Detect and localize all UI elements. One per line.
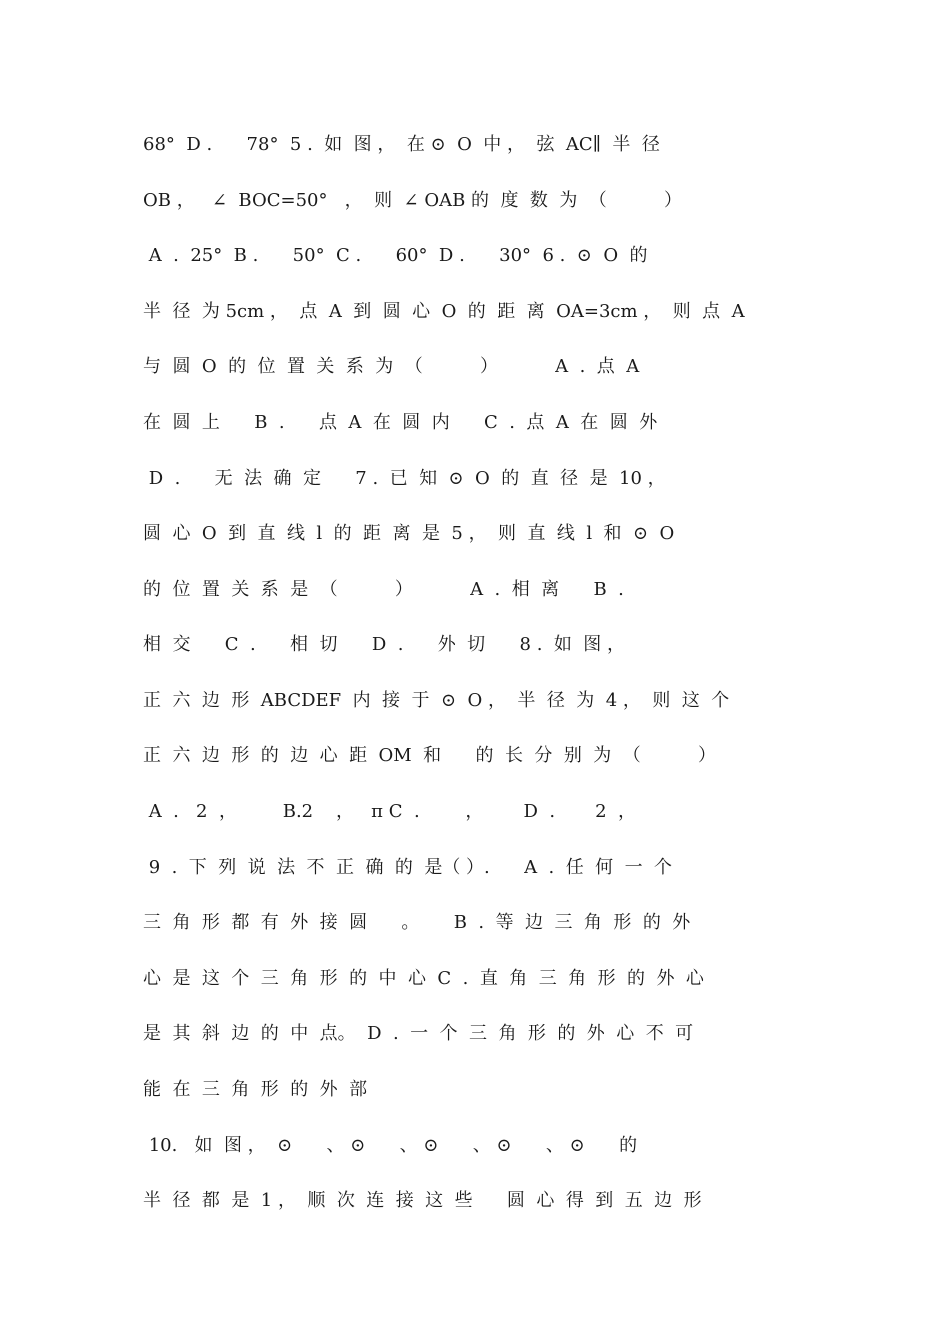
text-line: 10. 如 图 ， ⊙ 、 ⊙ 、 ⊙ 、 ⊙ 、 ⊙ 的 — [143, 1135, 638, 1156]
text-line: 在 圆 上 B . 点 A 在 圆 内 C . 点 A 在 圆 外 — [143, 412, 658, 433]
text-line: 相 交 C . 相 切 D . 外 切 8 . 如 图 ， — [143, 634, 626, 655]
text-line: OB ， ∠ BOC=50° ， 则 ∠ OAB 的 度 数 为 （ ） — [143, 190, 683, 211]
text-line: 能 在 三 角 形 的 外 部 — [143, 1079, 368, 1100]
text-line: 半 径 都 是 1 ， 顺 次 连 接 这 些 圆 心 得 到 五 边 形 — [143, 1190, 702, 1211]
text-line: 三 角 形 都 有 外 接 圆 。 B . 等 边 三 角 形 的 外 — [143, 912, 691, 933]
text-line: 半 径 为 5cm ， 点 A 到 圆 心 O 的 距 离 OA=3cm ， 则 点 A — [143, 301, 745, 322]
text-line: D . 无 法 确 定 7 . 已 知 ⊙ O 的 直 径 是 10 ， — [143, 468, 666, 489]
text-line: 与 圆 O 的 位 置 关 系 为 （ ） A . 点 A — [143, 356, 640, 377]
text-line: 是 其 斜 边 的 中 点。 D . 一 个 三 角 形 的 外 心 不 可 — [143, 1023, 694, 1044]
text-line: 正 六 边 形 ABCDEF 内 接 于 ⊙ O ， 半 径 为 4 ， 则 这 个 — [143, 690, 730, 711]
text-line: 9 . 下 列 说 法 不 正 确 的 是（ ）. A . 任 何 一 个 — [143, 857, 673, 878]
text-line: 正 六 边 形 的 边 心 距 OM 和 的 长 分 别 为 （ ） — [143, 745, 716, 766]
text-line: 心 是 这 个 三 角 形 的 中 心 C . 直 角 三 角 形 的 外 心 — [143, 968, 704, 989]
text-line: 68° D . 78° 5 . 如 图 ， 在 ⊙ O 中 ， 弦 AC∥ 半 径 — [143, 134, 660, 155]
text-line: 的 位 置 关 系 是 （ ） A . 相 离 B . — [143, 579, 624, 600]
text-line: A . 25° B . 50° C . 60° D . 30° 6 . ⊙ O 的 — [143, 245, 648, 266]
text-line: 圆 心 O 到 直 线 l 的 距 离 是 5 ， 则 直 线 l 和 ⊙ O — [143, 523, 675, 544]
text-line: A . 2 ， B.2 ， π C . ， D . 2 ， — [143, 801, 637, 822]
